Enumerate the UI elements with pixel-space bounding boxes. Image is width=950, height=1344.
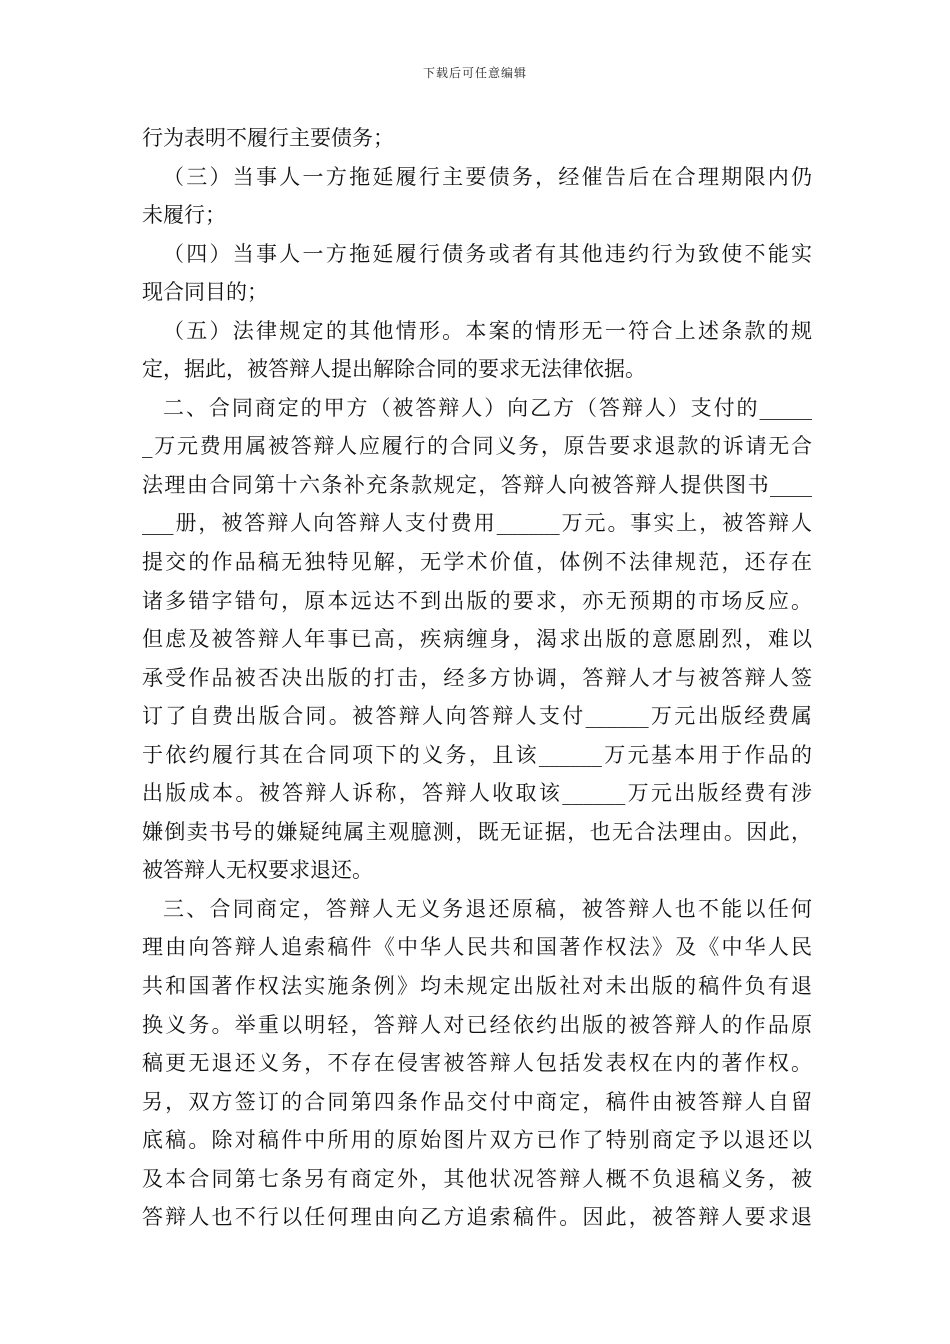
text-line: 及本合同第七条另有商定外，其他状况答辩人概不负退稿义务，被 bbox=[142, 1166, 812, 1191]
text-line: ___册，被答辩人向答辩人支付费用______万元。事实上，被答辩人 bbox=[142, 511, 812, 536]
text-line: 提交的作品稿无独特见解，无学术价值，体例不法律规范，还存在 bbox=[142, 550, 812, 575]
text-line: 订了自费出版合同。被答辩人向答辩人支付______万元出版经费属 bbox=[142, 704, 812, 729]
text-line: 未履行； bbox=[142, 203, 226, 228]
document-body bbox=[142, 119, 812, 1237]
text-line: 但虑及被答辩人年事已高，疾病缠身，渴求出版的意愿剧烈，难以 bbox=[142, 627, 812, 652]
text-line: 诸多错字错句，原本远达不到出版的要求，亦无预期的市场反应。 bbox=[142, 588, 812, 613]
text-line: （三）当事人一方拖延履行主要债务，经催告后在合理期限内仍 bbox=[163, 164, 812, 189]
text-line: 被答辩人无权要求退还。 bbox=[142, 858, 373, 883]
text-line: 答辩人也不行以任何理由向乙方追索稿件。因此，被答辩人要求退 bbox=[142, 1205, 812, 1230]
text-line: 换义务。举重以明轻，答辩人对已经依约出版的被答辩人的作品原 bbox=[142, 1012, 812, 1037]
text-line: （五）法律规定的其他情形。本案的情形无一符合上述条款的规 bbox=[163, 318, 812, 343]
text-line: （四）当事人一方拖延履行债务或者有其他违约行为致使不能实 bbox=[163, 241, 812, 266]
text-line: 行为表明不履行主要债务； bbox=[142, 126, 394, 150]
text-line: 共和国著作权法实施条例》均未规定出版社对未出版的稿件负有退 bbox=[142, 974, 812, 999]
text-line: 底稿。除对稿件中所用的原始图片双方已作了特别商定予以退还以 bbox=[142, 1128, 812, 1153]
text-line: 于依约履行其在合同项下的义务，且该______万元基本用于作品的 bbox=[142, 742, 812, 767]
text-line: 二、合同商定的甲方（被答辩人）向乙方（答辩人）支付的_____ bbox=[163, 395, 812, 420]
text-line: 承受作品被否决出版的打击，经多方协调，答辩人才与被答辩人签 bbox=[142, 665, 812, 690]
text-line: 嫌倒卖书号的嫌疑纯属主观臆测，既无证据，也无合法理由。因此， bbox=[142, 819, 812, 844]
page-header: 下载后可任意编辑 bbox=[422, 66, 527, 80]
text-line: 出版成本。被答辩人诉称，答辩人收取该______万元出版经费有涉 bbox=[142, 781, 812, 806]
text-line: _万元费用属被答辩人应履行的合同义务，原告要求退款的诉请无合 bbox=[142, 434, 812, 459]
text-line: 法理由合同第十六条补充条款规定，答辩人向被答辩人提供图书____ bbox=[142, 472, 812, 497]
text-line: 定，据此，被答辩人提出解除合同的要求无法律依据。 bbox=[142, 357, 646, 382]
text-line: 另，双方签订的合同第四条作品交付中商定，稿件由被答辩人自留 bbox=[142, 1089, 812, 1114]
text-line: 现合同目的； bbox=[142, 280, 268, 305]
text-line: 理由向答辩人追索稿件《中华人民共和国著作权法》及《中华人民 bbox=[142, 935, 812, 960]
text-line: 稿更无退还义务，不存在侵害被答辩人包括发表权在内的著作权。 bbox=[142, 1051, 812, 1076]
text-line: 三、合同商定，答辩人无义务退还原稿，被答辩人也不能以任何 bbox=[163, 896, 812, 921]
